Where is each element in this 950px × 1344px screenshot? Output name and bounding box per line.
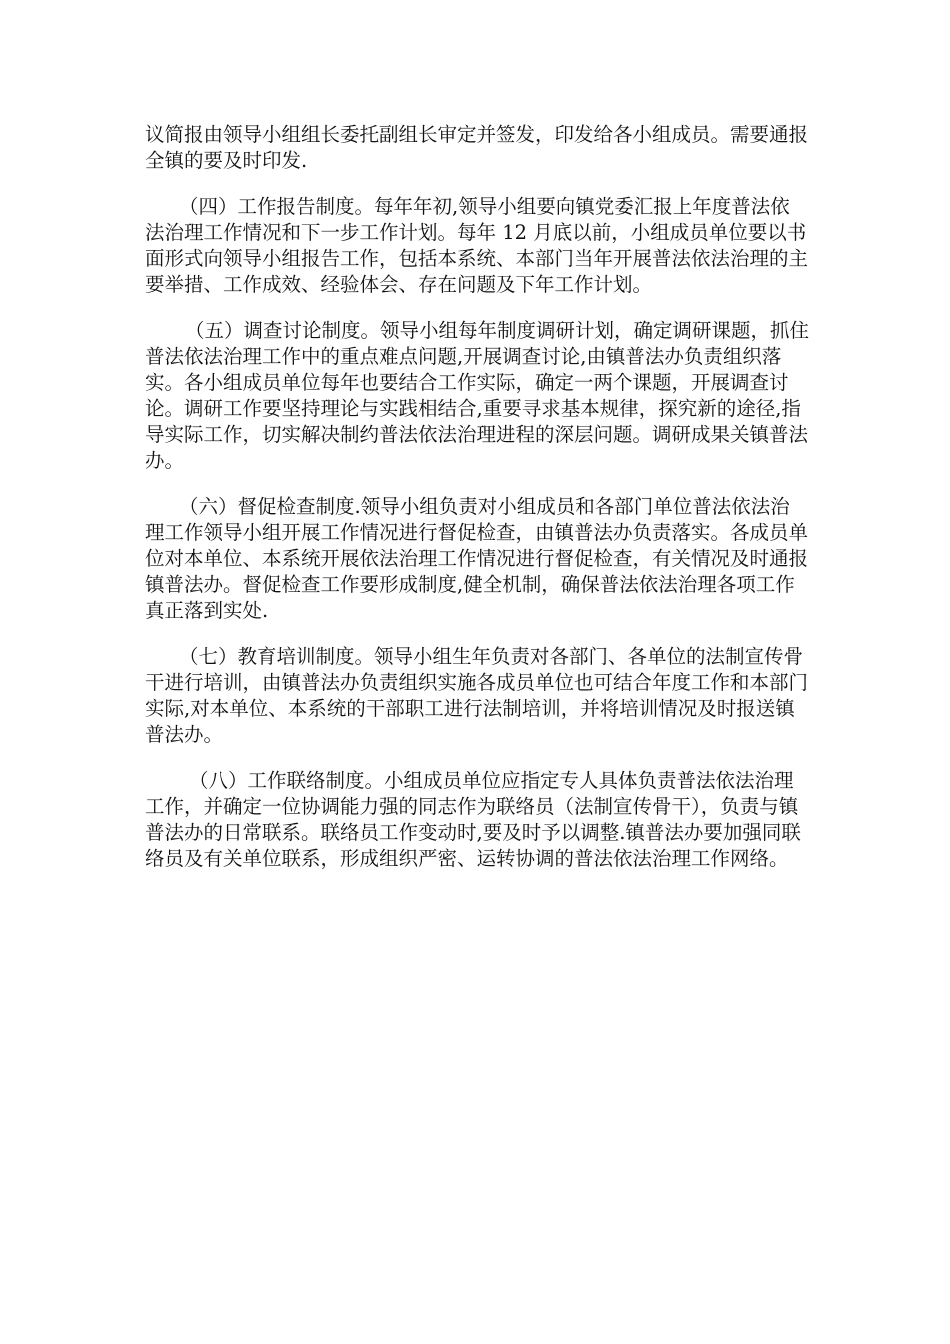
paragraph-continuation: 议简报由领导小组组长委托副组长审定并签发，印发给各小组成员。需要通报全镇的要及时印发. <box>145 123 809 172</box>
paragraph-education-training-system: （七）教育培训制度。领导小组生年负责对各部门、各单位的法制宣传骨干进行培训，由镇普法办负责组织实施各成员单位也可结合年度工作和本部门实际,对本单位、本系统的干部职工进行法制培训，并将培训情况及时报送镇普法办。 <box>145 645 809 746</box>
paragraph-work-report-system: （四）工作报告制度。每年年初,领导小组要向镇党委汇报上年度普法依法治理工作情况和下一步工作计划。每年 12 月底以前，小组成员单位要以书面形式向领导小组报告工作，包括本系统、本部门当年开展普法依法治理的主要举措、工作成效、经验体会、存在问题及下年工作计划。 <box>145 195 809 296</box>
document-page <box>145 122 809 872</box>
paragraph-investigation-discussion-system: （五）调查讨论制度。领导小组每年制度调研计划，确定调研课题，抓住普法依法治理工作中的重点难点问题,开展调查讨论,由镇普法办负责组织落实。各小组成员单位每年也要结合工作实际，确定一两个课题，开展调查讨论。调研工作要坚持理论与实践相结合,重要寻求基本规律，探究新的途径,指导实际工作，切实解决制约普法依法治理进程的深层问题。调研成果关镇普法办。 <box>145 319 810 472</box>
paragraph-supervision-inspection-system: （六）督促检查制度.领导小组负责对小组成员和各部门单位普法依法治理工作领导小组开展工作情况进行督促检查，由镇普法办负责落实。各成员单位对本单位、本系统开展依法治理工作情况进行督促检查，有关情况及时通报镇普法办。督促检查工作要形成制度,健全机制，确保普法依法治理各项工作真正落到实处. <box>145 495 809 622</box>
paragraph-liaison-system: （八）工作联络制度。小组成员单位应指定专人具体负责普法依法治理工作，并确定一位协调能力强的同志作为联络员（法制宣传骨干），负责与镇普法办的日常联系。联络员工作变动时,要及时予以调整.镇普法办要加强同联络员及有关单位联系，形成组织严密、运转协调的普法依法治理工作网络。 <box>145 769 801 870</box>
